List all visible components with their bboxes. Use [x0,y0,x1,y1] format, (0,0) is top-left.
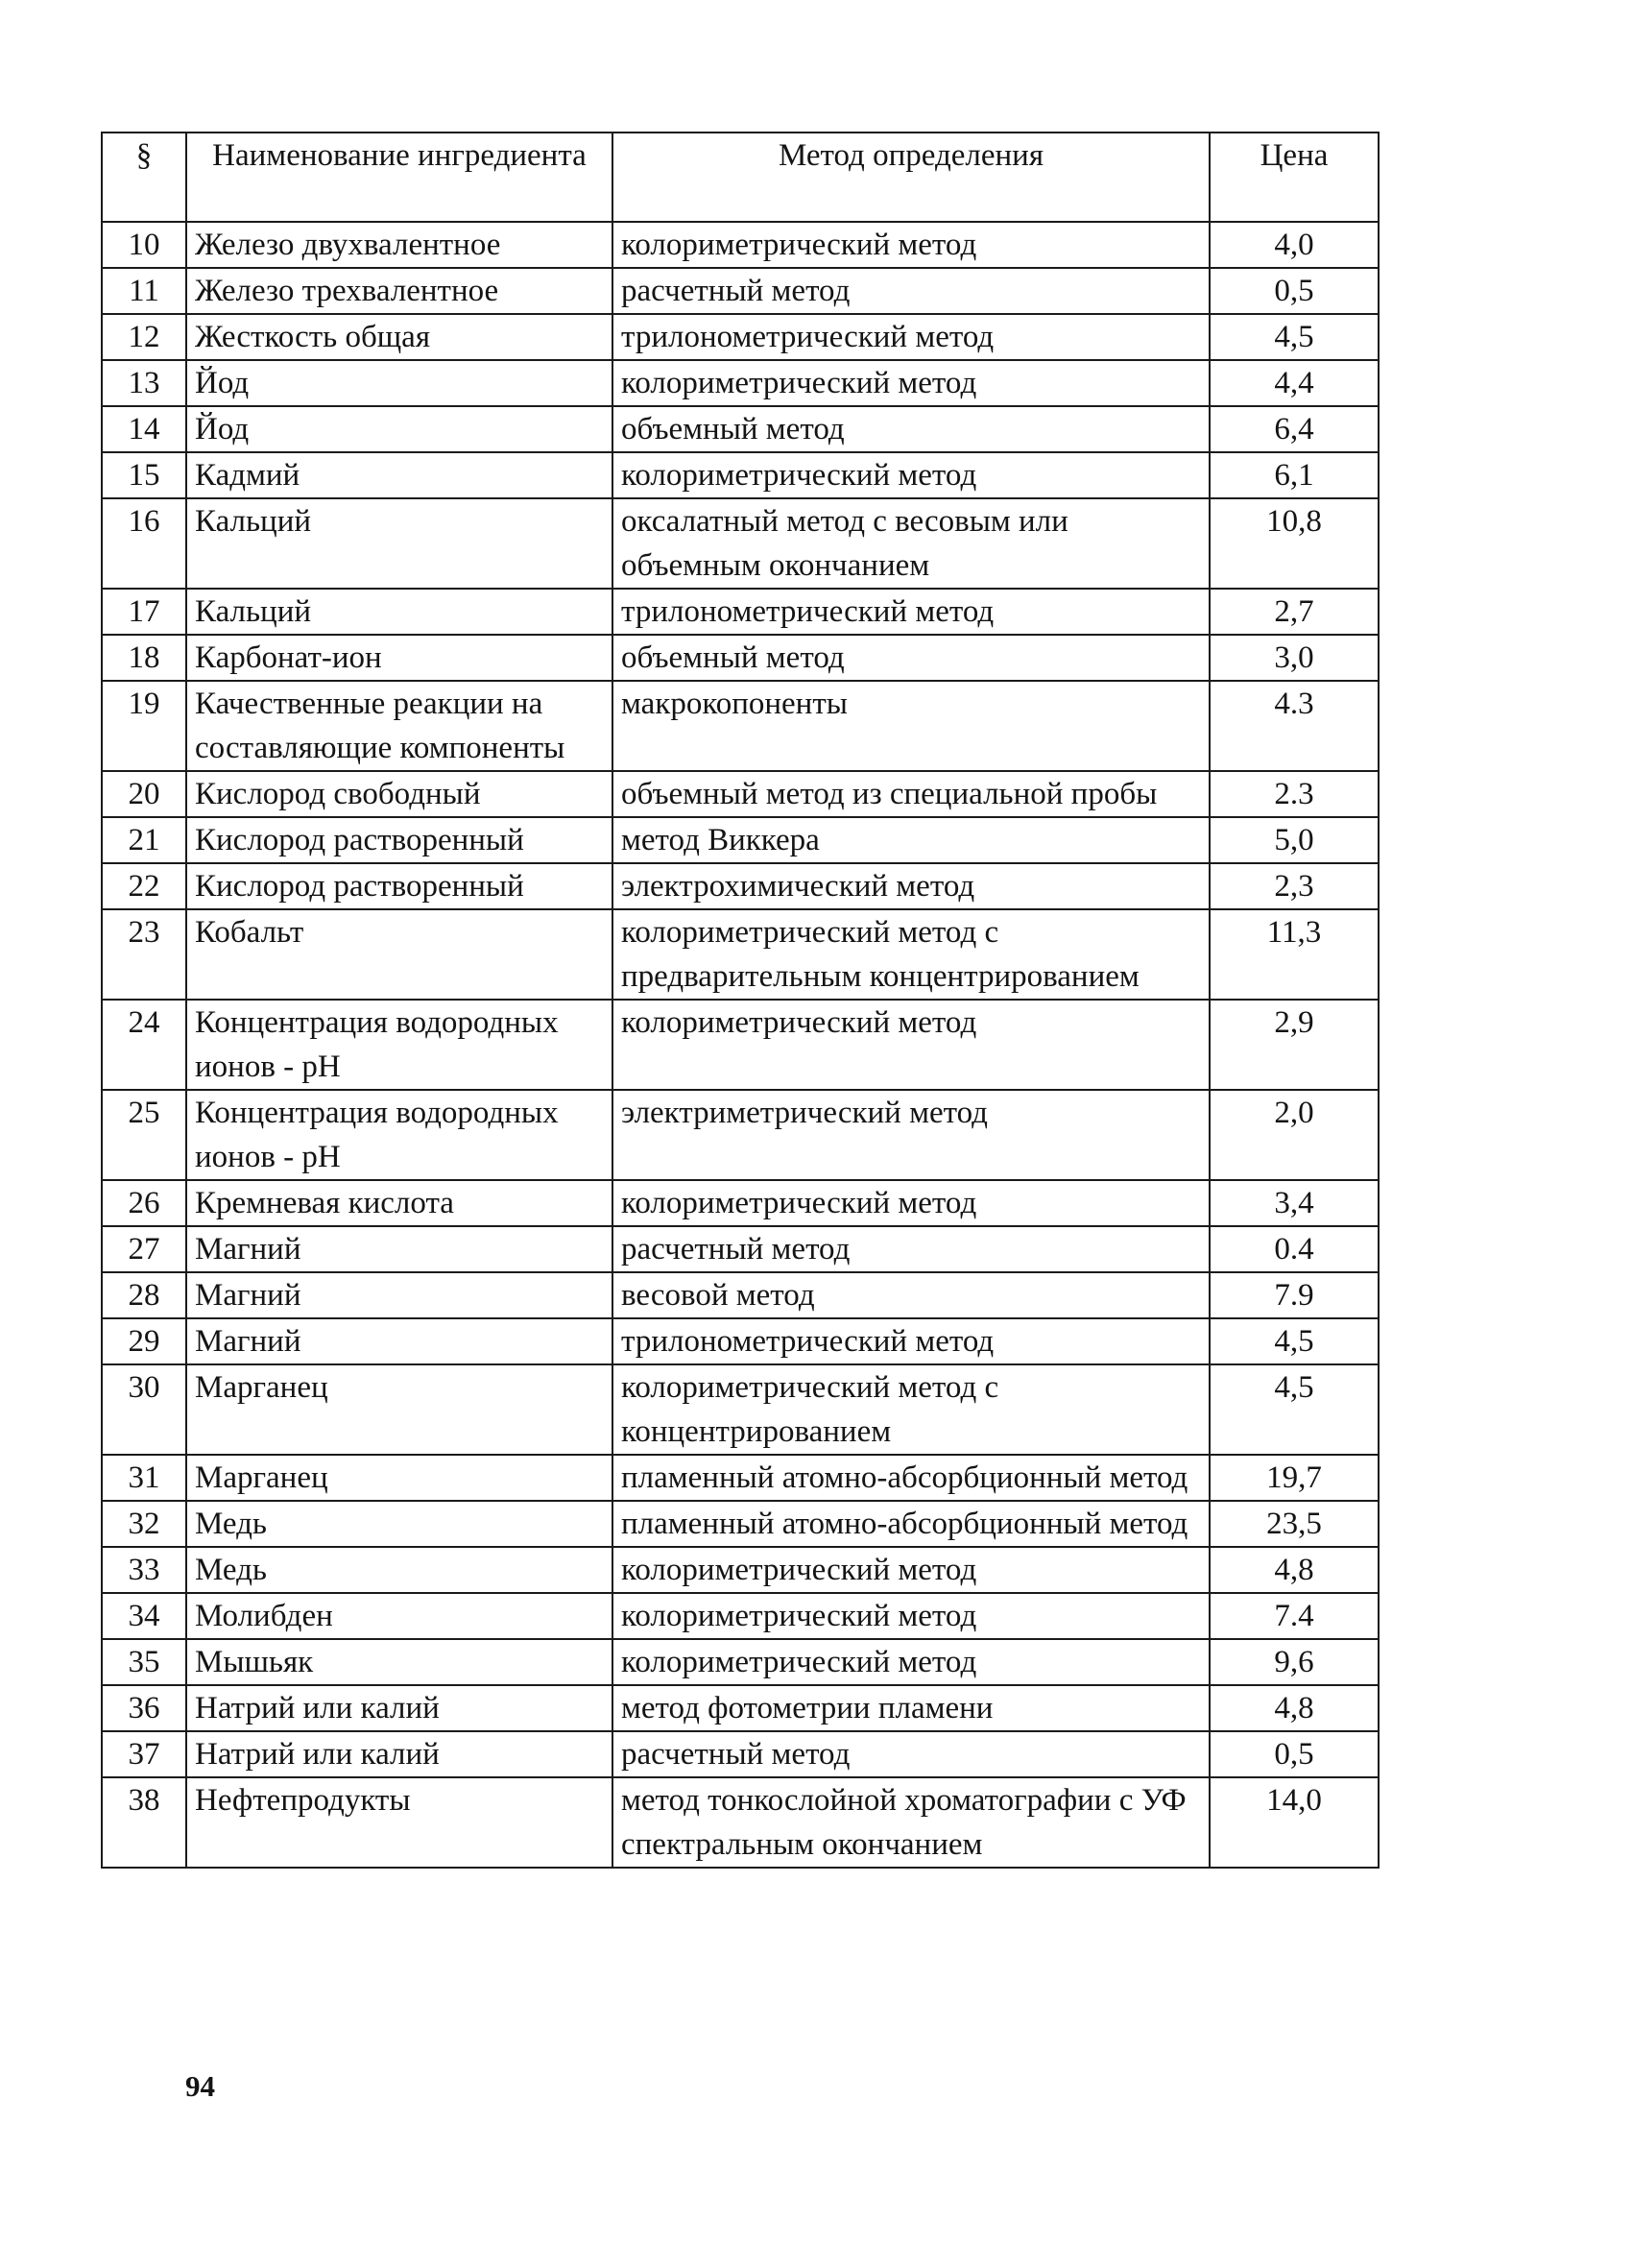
method-name: метод тонкослойной хроматографии с УФ спектральным окончанием [612,1777,1210,1868]
row-number: 24 [102,1000,186,1090]
ingredient-name: Концентрация водородных ионов - рН [186,1090,612,1180]
table-row [102,1501,1379,1547]
table-row [102,589,1379,635]
row-number: 12 [102,314,186,360]
price-value: 2.3 [1210,771,1379,817]
page-number: 94 [185,2069,215,2103]
row-number: 30 [102,1364,186,1455]
row-number: 10 [102,222,186,268]
table-row [102,1364,1379,1455]
price-value: 10,8 [1210,498,1379,589]
table-row [102,1090,1379,1180]
ingredient-name: Натрий или калий [186,1731,612,1777]
ingredient-name: Кислород растворенный [186,863,612,909]
table-row [102,1272,1379,1318]
ingredient-name: Железо трехвалентное [186,268,612,314]
method-name: колориметрический метод с концентрированием [612,1364,1210,1455]
table-header-row [102,133,1379,222]
ingredient-name: Кислород растворенный [186,817,612,863]
price-value: 23,5 [1210,1501,1379,1547]
row-number: 34 [102,1593,186,1639]
table-row [102,681,1379,771]
ingredient-name: Медь [186,1547,612,1593]
price-value: 2,3 [1210,863,1379,909]
row-number: 22 [102,863,186,909]
table-row [102,268,1379,314]
table-row [102,1318,1379,1364]
method-name: макрокопоненты [612,681,1210,771]
document-page [101,132,1380,1869]
row-number: 26 [102,1180,186,1226]
row-number: 13 [102,360,186,406]
table-row [102,498,1379,589]
price-value: 2,7 [1210,589,1379,635]
ingredient-name: Кремневая кислота [186,1180,612,1226]
ingredient-name: Натрий или калий [186,1685,612,1731]
method-name: колориметрический метод [612,360,1210,406]
ingredient-name: Магний [186,1226,612,1272]
header-method: Метод определения [612,133,1210,222]
table-row [102,1547,1379,1593]
method-name: расчетный метод [612,268,1210,314]
method-name: объемный метод из специальной пробы [612,771,1210,817]
table-row [102,452,1379,498]
price-value: 5,0 [1210,817,1379,863]
table-row [102,1777,1379,1868]
method-name: электрохимический метод [612,863,1210,909]
price-value: 4,5 [1210,1364,1379,1455]
price-value: 19,7 [1210,1455,1379,1501]
price-value: 3,4 [1210,1180,1379,1226]
price-value: 4,4 [1210,360,1379,406]
row-number: 25 [102,1090,186,1180]
row-number: 33 [102,1547,186,1593]
row-number: 28 [102,1272,186,1318]
price-value: 2,0 [1210,1090,1379,1180]
method-name: колориметрический метод [612,452,1210,498]
method-name: электриметрический метод [612,1090,1210,1180]
method-name: колориметрический метод с предварительным концентрированием [612,909,1210,1000]
method-name: пламенный атомно-абсорбционный метод [612,1501,1210,1547]
price-value: 4,5 [1210,314,1379,360]
method-name: весовой метод [612,1272,1210,1318]
row-number: 15 [102,452,186,498]
table-row [102,863,1379,909]
price-value: 7.9 [1210,1272,1379,1318]
header-number: § [102,133,186,222]
ingredient-name: Кальций [186,498,612,589]
method-name: колориметрический метод [612,1593,1210,1639]
price-value: 4,0 [1210,222,1379,268]
ingredient-name: Качественные реакции на составляющие компоненты [186,681,612,771]
method-name: колориметрический метод [612,1639,1210,1685]
ingredient-name: Йод [186,360,612,406]
table-row [102,1455,1379,1501]
method-name: объемный метод [612,406,1210,452]
ingredient-name: Молибден [186,1593,612,1639]
row-number: 16 [102,498,186,589]
method-name: колориметрический метод [612,1180,1210,1226]
row-number: 27 [102,1226,186,1272]
ingredient-name: Йод [186,406,612,452]
table-row [102,1000,1379,1090]
row-number: 31 [102,1455,186,1501]
table-row [102,222,1379,268]
row-number: 29 [102,1318,186,1364]
row-number: 35 [102,1639,186,1685]
row-number: 17 [102,589,186,635]
price-value: 6,4 [1210,406,1379,452]
price-value: 0.4 [1210,1226,1379,1272]
ingredient-name: Кальций [186,589,612,635]
table-row [102,314,1379,360]
ingredient-name: Жесткость общая [186,314,612,360]
ingredient-name: Магний [186,1318,612,1364]
table-row [102,360,1379,406]
price-value: 4,5 [1210,1318,1379,1364]
row-number: 32 [102,1501,186,1547]
table-row [102,406,1379,452]
price-value: 6,1 [1210,452,1379,498]
method-name: колориметрический метод [612,1547,1210,1593]
price-value: 2,9 [1210,1000,1379,1090]
row-number: 21 [102,817,186,863]
ingredient-name: Марганец [186,1364,612,1455]
table-row [102,1685,1379,1731]
table-row [102,635,1379,681]
ingredient-name: Железо двухвалентное [186,222,612,268]
table-row [102,909,1379,1000]
ingredient-name: Кадмий [186,452,612,498]
price-value: 14,0 [1210,1777,1379,1868]
price-value: 11,3 [1210,909,1379,1000]
row-number: 38 [102,1777,186,1868]
method-name: оксалатный метод с весовым или объемным окончанием [612,498,1210,589]
method-name: расчетный метод [612,1226,1210,1272]
method-name: объемный метод [612,635,1210,681]
price-value: 4,8 [1210,1685,1379,1731]
price-value: 9,6 [1210,1639,1379,1685]
ingredient-name: Карбонат-ион [186,635,612,681]
method-name: колориметрический метод [612,1000,1210,1090]
method-name: пламенный атомно-абсорбционный метод [612,1455,1210,1501]
price-value: 4.3 [1210,681,1379,771]
row-number: 36 [102,1685,186,1731]
method-name: расчетный метод [612,1731,1210,1777]
method-name: колориметрический метод [612,222,1210,268]
price-value: 4,8 [1210,1547,1379,1593]
method-name: трилонометрический метод [612,589,1210,635]
ingredient-name: Концентрация водородных ионов - рН [186,1000,612,1090]
table-body [102,222,1379,1868]
table-row [102,1180,1379,1226]
row-number: 23 [102,909,186,1000]
ingredient-name: Нефтепродукты [186,1777,612,1868]
ingredient-name: Медь [186,1501,612,1547]
table-row [102,1731,1379,1777]
price-value: 0,5 [1210,1731,1379,1777]
header-ingredient-name: Наименование ингредиента [186,133,612,222]
header-price: Цена [1210,133,1379,222]
ingredient-name: Мышьяк [186,1639,612,1685]
row-number: 20 [102,771,186,817]
table-row [102,771,1379,817]
ingredient-name: Кислород свободный [186,771,612,817]
ingredient-name: Магний [186,1272,612,1318]
method-name: трилонометрический метод [612,314,1210,360]
price-value: 7.4 [1210,1593,1379,1639]
row-number: 37 [102,1731,186,1777]
table-row [102,1593,1379,1639]
table-row [102,1639,1379,1685]
row-number: 18 [102,635,186,681]
row-number: 14 [102,406,186,452]
method-name: метод фотометрии пламени [612,1685,1210,1731]
price-table [101,132,1380,1869]
ingredient-name: Кобальт [186,909,612,1000]
method-name: трилонометрический метод [612,1318,1210,1364]
table-row [102,1226,1379,1272]
price-value: 0,5 [1210,268,1379,314]
row-number: 11 [102,268,186,314]
method-name: метод Виккера [612,817,1210,863]
row-number: 19 [102,681,186,771]
table-row [102,817,1379,863]
price-value: 3,0 [1210,635,1379,681]
ingredient-name: Марганец [186,1455,612,1501]
